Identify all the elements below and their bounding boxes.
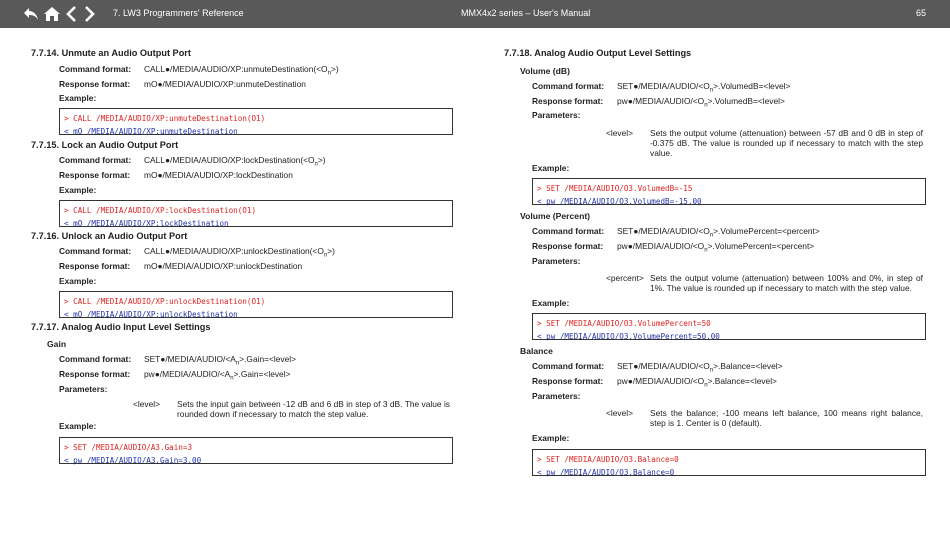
parameter-name: <percent> <box>606 273 644 283</box>
command-format-value: $SET●/MEDIA/AUDIO/<A_n>.Gain=<level>$ <box>144 354 297 367</box>
request-line: > CALL /MEDIA/AUDIO/XP:unmuteDestination(O1) <box>64 114 266 123</box>
response-format-label: Response format: <box>59 170 131 180</box>
section-title-7715: 7.7.15. Lock an Audio Output Port <box>31 140 179 150</box>
section-title-7714: 7.7.14. Unmute an Audio Output Port <box>31 48 191 58</box>
command-format-label: Command format: <box>532 361 605 371</box>
code-example <box>532 449 926 476</box>
command-format-label: Command format: <box>532 226 605 236</box>
home-icon[interactable] <box>43 5 61 23</box>
page-number: 65 <box>916 8 927 18</box>
request-line: > SET /MEDIA/AUDIO/A3.Gain=3 <box>64 443 193 452</box>
example-label: Example: <box>59 276 97 286</box>
parameter-name: <level> <box>606 128 634 138</box>
command-format-label: Command format: <box>59 64 132 74</box>
parameters-label: Parameters: <box>532 256 581 266</box>
parameter-name: <level> <box>606 408 634 418</box>
example-label: Example: <box>59 93 97 103</box>
response-format-value: $pw●/MEDIA/AUDIO/<O_n>.VolumedB=<level>$ <box>617 96 785 109</box>
example-label: Example: <box>532 298 570 308</box>
parameters-label: Parameters: <box>59 384 108 394</box>
code-example <box>59 200 453 227</box>
code-example <box>59 437 453 464</box>
next-page-icon[interactable] <box>80 5 98 23</box>
response-format-label: Response format: <box>59 261 131 271</box>
command-format-value: $CALL●/MEDIA/AUDIO/XP:unmuteDestination(<O_n>)$ <box>144 64 339 77</box>
request-line: > CALL /MEDIA/AUDIO/XP:unlockDestination(O1) <box>64 297 266 306</box>
response-format-label: Response format: <box>532 96 604 106</box>
example-label: Example: <box>59 421 97 431</box>
command-format-value: $CALL●/MEDIA/AUDIO/XP:lockDestination(<O_n>)$ <box>144 155 326 168</box>
parameter-description: Sets the output volume (attenuation) between 100% and 0%, in step of 1%. The value is rounded up if necessary to match with the step value. <box>650 273 923 294</box>
request-line: > SET /MEDIA/AUDIO/O3.Balance=0 <box>537 455 679 464</box>
parameter-description: Sets the output volume (attenuation) between -57 dB and 0 dB in step of -0.375 dB. The value is rounded up if necessary to match with the step value. <box>650 128 923 159</box>
code-example <box>532 178 926 205</box>
command-format-value: $SET●/MEDIA/AUDIO/<O_n>.VolumedB=<level>$ <box>617 81 791 94</box>
chapter-title: 7. LW3 Programmers' Reference <box>113 8 244 18</box>
manual-title: MMX4x2 series – User's Manual <box>461 8 591 18</box>
request-line: > CALL /MEDIA/AUDIO/XP:lockDestination(O1) <box>64 206 257 215</box>
response-line: < mO /MEDIA/AUDIO/XP:unlockDestination <box>64 309 238 319</box>
code-example <box>59 108 453 135</box>
response-format-value: mO●/MEDIA/AUDIO/XP:unlockDestination <box>144 261 303 271</box>
response-format-label: Response format: <box>59 369 131 379</box>
response-line: < pw /MEDIA/AUDIO/O3.VolumedB=-15.00 <box>537 196 702 206</box>
command-format-label: Command format: <box>532 81 605 91</box>
code-example <box>532 313 926 340</box>
parameter-name: <level> <box>133 399 161 409</box>
response-format-value: mO●/MEDIA/AUDIO/XP:lockDestination <box>144 170 293 180</box>
back-icon[interactable] <box>22 5 40 23</box>
response-format-label: Response format: <box>532 376 604 386</box>
subsection-title-gain: Gain <box>47 339 67 349</box>
top-bar <box>0 0 950 28</box>
response-line: < pw /MEDIA/AUDIO/O3.Balance=0 <box>537 467 675 477</box>
example-label: Example: <box>532 163 570 173</box>
previous-page-icon[interactable] <box>63 5 81 23</box>
subsection-title-volume-percent: Volume (Percent) <box>520 211 591 221</box>
response-line: < mO /MEDIA/AUDIO/XP:unmuteDestination <box>64 126 238 136</box>
example-label: Example: <box>59 185 97 195</box>
response-format-value: $pw●/MEDIA/AUDIO/<O_n>.VolumePercent=<percent>$ <box>617 241 815 254</box>
response-format-value: $pw●/MEDIA/AUDIO/<A_n>.Gain=<level>$ <box>144 369 291 382</box>
parameter-description: Sets the balance; -100 means left balance, 100 means right balance, step is 1. Center is 0 (default). <box>650 408 923 429</box>
parameter-description: Sets the input gain between -12 dB and 6 dB in step of 3 dB. The value is rounded down if necessary to match the step value. <box>177 399 450 420</box>
parameters-label: Parameters: <box>532 110 581 120</box>
parameters-label: Parameters: <box>532 391 581 401</box>
response-line: < pw /MEDIA/AUDIO/A3.Gain=3.00 <box>64 455 202 465</box>
response-format-label: Response format: <box>59 79 131 89</box>
response-format-label: Response format: <box>532 241 604 251</box>
command-format-label: Command format: <box>59 246 132 256</box>
command-format-value: $SET●/MEDIA/AUDIO/<O_n>.Balance=<level>$ <box>617 361 783 374</box>
section-title-7718: 7.7.18. Analog Audio Output Level Settings <box>504 48 692 58</box>
command-format-value: $CALL●/MEDIA/AUDIO/XP:unlockDestination(<O_n>)$ <box>144 246 335 259</box>
request-line: > SET /MEDIA/AUDIO/O3.VolumePercent=50 <box>537 319 711 328</box>
response-line: < pw /MEDIA/AUDIO/O3.VolumePercent=50.00 <box>537 331 720 341</box>
section-title-7717: 7.7.17. Analog Audio Input Level Settings <box>31 322 211 332</box>
subsection-title-volume-db: Volume (dB) <box>520 66 570 76</box>
response-format-value: $pw●/MEDIA/AUDIO/<O_n>.Balance=<level>$ <box>617 376 777 389</box>
command-format-label: Command format: <box>59 155 132 165</box>
response-line: < mO /MEDIA/AUDIO/XP:lockDestination <box>64 218 229 228</box>
command-format-value: $SET●/MEDIA/AUDIO/<O_n>.VolumePercent=<percent>$ <box>617 226 820 239</box>
request-line: > SET /MEDIA/AUDIO/O3.VolumedB=-15 <box>537 184 693 193</box>
section-title-7716: 7.7.16. Unlock an Audio Output Port <box>31 231 188 241</box>
code-example <box>59 291 453 318</box>
command-format-label: Command format: <box>59 354 132 364</box>
subsection-title-balance: Balance <box>520 346 553 356</box>
response-format-value: mO●/MEDIA/AUDIO/XP:unmuteDestination <box>144 79 306 89</box>
example-label: Example: <box>532 433 570 443</box>
